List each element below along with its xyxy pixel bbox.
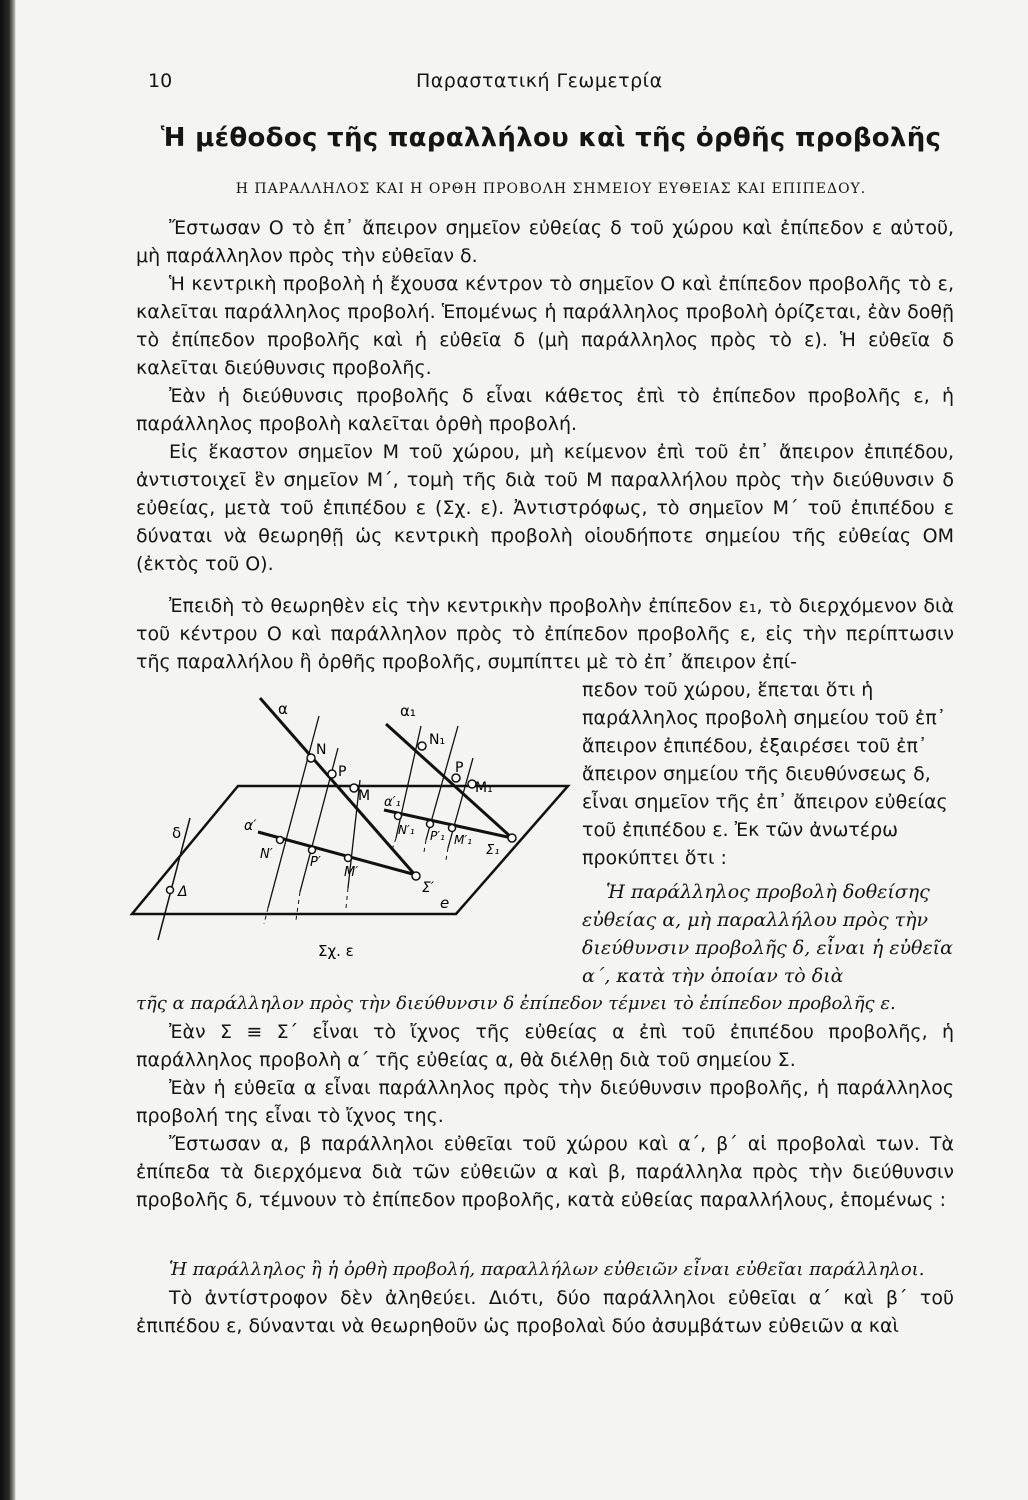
point-M-prime [345,855,352,862]
point-N [307,754,315,762]
label-P1-prime: P′₁ [430,829,445,843]
label-M: M [358,788,371,804]
point-P1-prime [427,821,434,828]
paragraph-5: Ἐπειδὴ τὸ θεωρηθὲν εἰς τὴν κεντρικὴν προβολὴν ἐπίπεδον ε₁, τὸ διερχόμενον διὰ τοῦ κέντρου Ο καὶ παράλληλον πρὸς τὸ ἐπίπεδον προβολῆς ε, εἰς τὴν περίπτωσιν τῆς παραλλήλου ἢ ὀρθῆς προβολῆς, συμπίπτει μὲ τὸ ἐπ᾽ ἄπειρον ἐπί- [136,595,954,673]
hidden-M [346,888,348,908]
point-S-prime [412,872,420,880]
label-delta: δ [172,824,182,842]
figure-caption: Σχ. ε [318,942,354,960]
point-N1 [418,742,426,750]
paragraph-6: Ἐὰν Σ ≡ Σ΄ εἶναι τὸ ἴχνος τῆς εὐθείας α ἐπὶ τοῦ ἐπιπέδου προβολῆς, ἡ παράλληλος προβολὴ α΄ τῆς εὐθείας α, θὰ διέλθῃ διὰ τοῦ σημείου Σ. [136,1021,954,1071]
point-N1-prime [395,813,402,820]
paragraph-1: Ἔστωσαν Ο τὸ ἐπ᾽ ἄπειρον σημεῖον εὐθείας δ τοῦ χώρου καὶ ἐπίπεδον ε αὐτοῦ, μὴ παράλληλον πρὸς τὴν εὐθεῖαν δ. [136,217,954,267]
point-P [328,770,336,778]
point-N-prime [277,837,284,844]
label-a-prime: α′ [244,818,257,834]
projector-N [268,716,319,908]
point-Delta [167,887,174,894]
paragraph-9: Τὸ ἀντίστροφον δὲν ἀληθεύει. Διότι, δύο παράλληλοι εὐθεῖαι α΄ καὶ β΄ τοῦ ἐπιπέδου ε, δύνανται νὰ θεωρηθοῦν ὡς προβολαὶ δύο ἀσυμβάτων εὐθειῶν α καὶ [136,1287,954,1337]
point-M [350,784,358,792]
label-P: P [338,764,347,780]
label-N: N [316,742,327,758]
theorem-1: Ἡ παράλληλος προβολὴ δοθείσης εὐθείας α, μὴ παραλλήλου πρὸς τὴν διεύθυνσιν προβολῆς δ, εἶναι ἡ εὐθεῖα α΄, κατὰ τὴν ὁποίαν τὸ διὰ [582,881,953,987]
label-a: α [278,700,288,718]
point-P-prime [309,847,316,854]
label-S1: Σ₁ [486,843,500,858]
paragraph-7: Ἐὰν ἡ εὐθεῖα α εἶναι παράλληλος πρὸς τὴν διεύθυνσιν προβολῆς, ἡ παράλληλος προβολή της εἶναι τὸ ἴχνος της. [136,1077,954,1127]
label-N1-prime: N′₁ [398,823,415,837]
hidden-P [296,892,300,920]
page-number: 10 [148,70,173,92]
label-M1-prime: M′₁ [454,833,472,847]
plane-e [132,786,568,914]
hidden-P1 [424,840,426,852]
paragraph-4: Εἰς ἕκαστον σημεῖον Μ τοῦ χώρου, μὴ κείμενον ἐπὶ τοῦ ἐπ᾽ ἄπειρον ἐπιπέδου, ἀντιστοιχεῖ ἓν σημεῖον Μ΄, τομὴ τῆς διὰ τοῦ Μ παραλλήλου πρὸς τὴν διεύθυνσιν δ εὐθείας, μετὰ τοῦ ἐπιπέδου ε (Σχ. ε). Ἀντιστρόφως, τὸ σημεῖον Μ΄ τοῦ ἐπιπέδου ε δύναται νὰ θεωρηθῇ ὡς κεντρικὴ προβολὴ οἱουδήποτε σημείου τῆς εὐθείας ΟΜ (ἐκτὸς τοῦ Ο). [136,441,954,575]
paragraph-5-continued: πεδον τοῦ χώρου, ἕπεται ὅτι ἡ παράλληλος προβολὴ σημείου τοῦ ἐπ᾽ ἄπειρον ἐπιπέδου, ἐξαιρέσει τοῦ ἐπ᾽ ἄπειρον σημείου τῆς διευθύνσεως δ, εἶναι σημεῖον τῆς ἐπ᾽ ἄπειρον εὐθείας τοῦ ἐπιπέδου ε. Ἐκ τῶν ἀνωτέρω προκύπτει ὅτι : [582,679,948,869]
page-header [148,70,954,100]
paragraph-2: Ἡ κεντρικὴ προβολὴ ἡ ἔχουσα κέντρον τὸ σημεῖον Ο καὶ ἐπίπεδον προβολῆς τὸ ε, καλεῖται παράλληλος προβολή. Ἑπομένως ἡ παράλληλος προβολὴ ὁρίζεται, ἐὰν δοθῇ τὸ ἐπίπεδον προβολῆς καὶ ἡ εὐθεῖα δ (μὴ παράλληλος πρὸς τὸ ε). Ἡ εὐθεῖα δ καλεῖται διεύθυνσις προβολῆς. [136,273,954,379]
paragraph-3: Ἐὰν ἡ διεύθυνσις προβολῆς δ εἶναι κάθετος ἐπὶ τὸ ἐπίπεδον προβολῆς ε, ἡ παράλληλος προβολὴ καλεῖται ὀρθὴ προβολή. [136,385,954,435]
section-title: Ἡ μέθοδος τῆς παραλλήλου καὶ τῆς ὀρθῆς προβολῆς [160,123,942,153]
label-S-prime: Σ′ [422,880,435,896]
theorem-2: Ἡ παράλληλος ἢ ἡ ὀρθὴ προβολή, παραλλήλων εὐθειῶν εἶναι εὐθεῖαι παράλληλοι. [169,1259,925,1280]
section-subtitle: Η ΠΑΡΑΛΛΗΛΟΣ ΚΑΙ Η ΟΡΘΗ ΠΡΟΒΟΛΗ ΣΗΜΕΙΟΥ ΕΥΘΕΙΑΣ ΚΑΙ ΕΠΙΠΕΔΟΥ. [235,181,867,197]
hidden-M1 [446,848,448,860]
running-title: Παραστατική Γεωμετρία [416,70,663,92]
paragraph-8: Ἔστωσαν α, β παράλληλοι εὐθεῖαι τοῦ χώρου καὶ α΄, β΄ αἱ προβολαὶ των. Τὰ ἐπίπεδα τὰ διερχόμενα διὰ τῶν εὐθειῶν α καὶ β, παράλληλα πρὸς τὴν διεύθυνσιν προβολῆς δ, τέμνουν τὸ ἐπίπεδον προβολῆς, κατὰ εὐθείας παραλλήλους, ἑπομένως : [136,1133,954,1211]
figure-parallel-projection [128,688,578,968]
label-P1: P [455,760,464,776]
page-binding-edge [0,0,16,1500]
label-a1-prime: α′₁ [384,795,401,810]
label-N1: N₁ [429,732,446,748]
point-M1-prime [449,825,456,832]
theorem-1-end: τῆς α παράλληλον πρὸς τὴν διεύθυνσιν δ ἐπίπεδον τέμνει τὸ ἐπίπεδον προβολῆς ε. [136,993,896,1014]
label-a1: α₁ [400,702,416,720]
label-P-prime: P′ [310,855,321,870]
label-N-prime: N′ [260,847,273,862]
hidden-N1 [392,838,396,850]
label-M-prime: M′ [344,865,359,880]
line-a1 [386,724,512,838]
hidden-N [264,908,268,924]
label-epsilon: e [440,894,450,912]
point-S1 [508,834,516,842]
label-Delta: Δ [178,884,188,900]
label-M1: M₁ [475,780,493,796]
